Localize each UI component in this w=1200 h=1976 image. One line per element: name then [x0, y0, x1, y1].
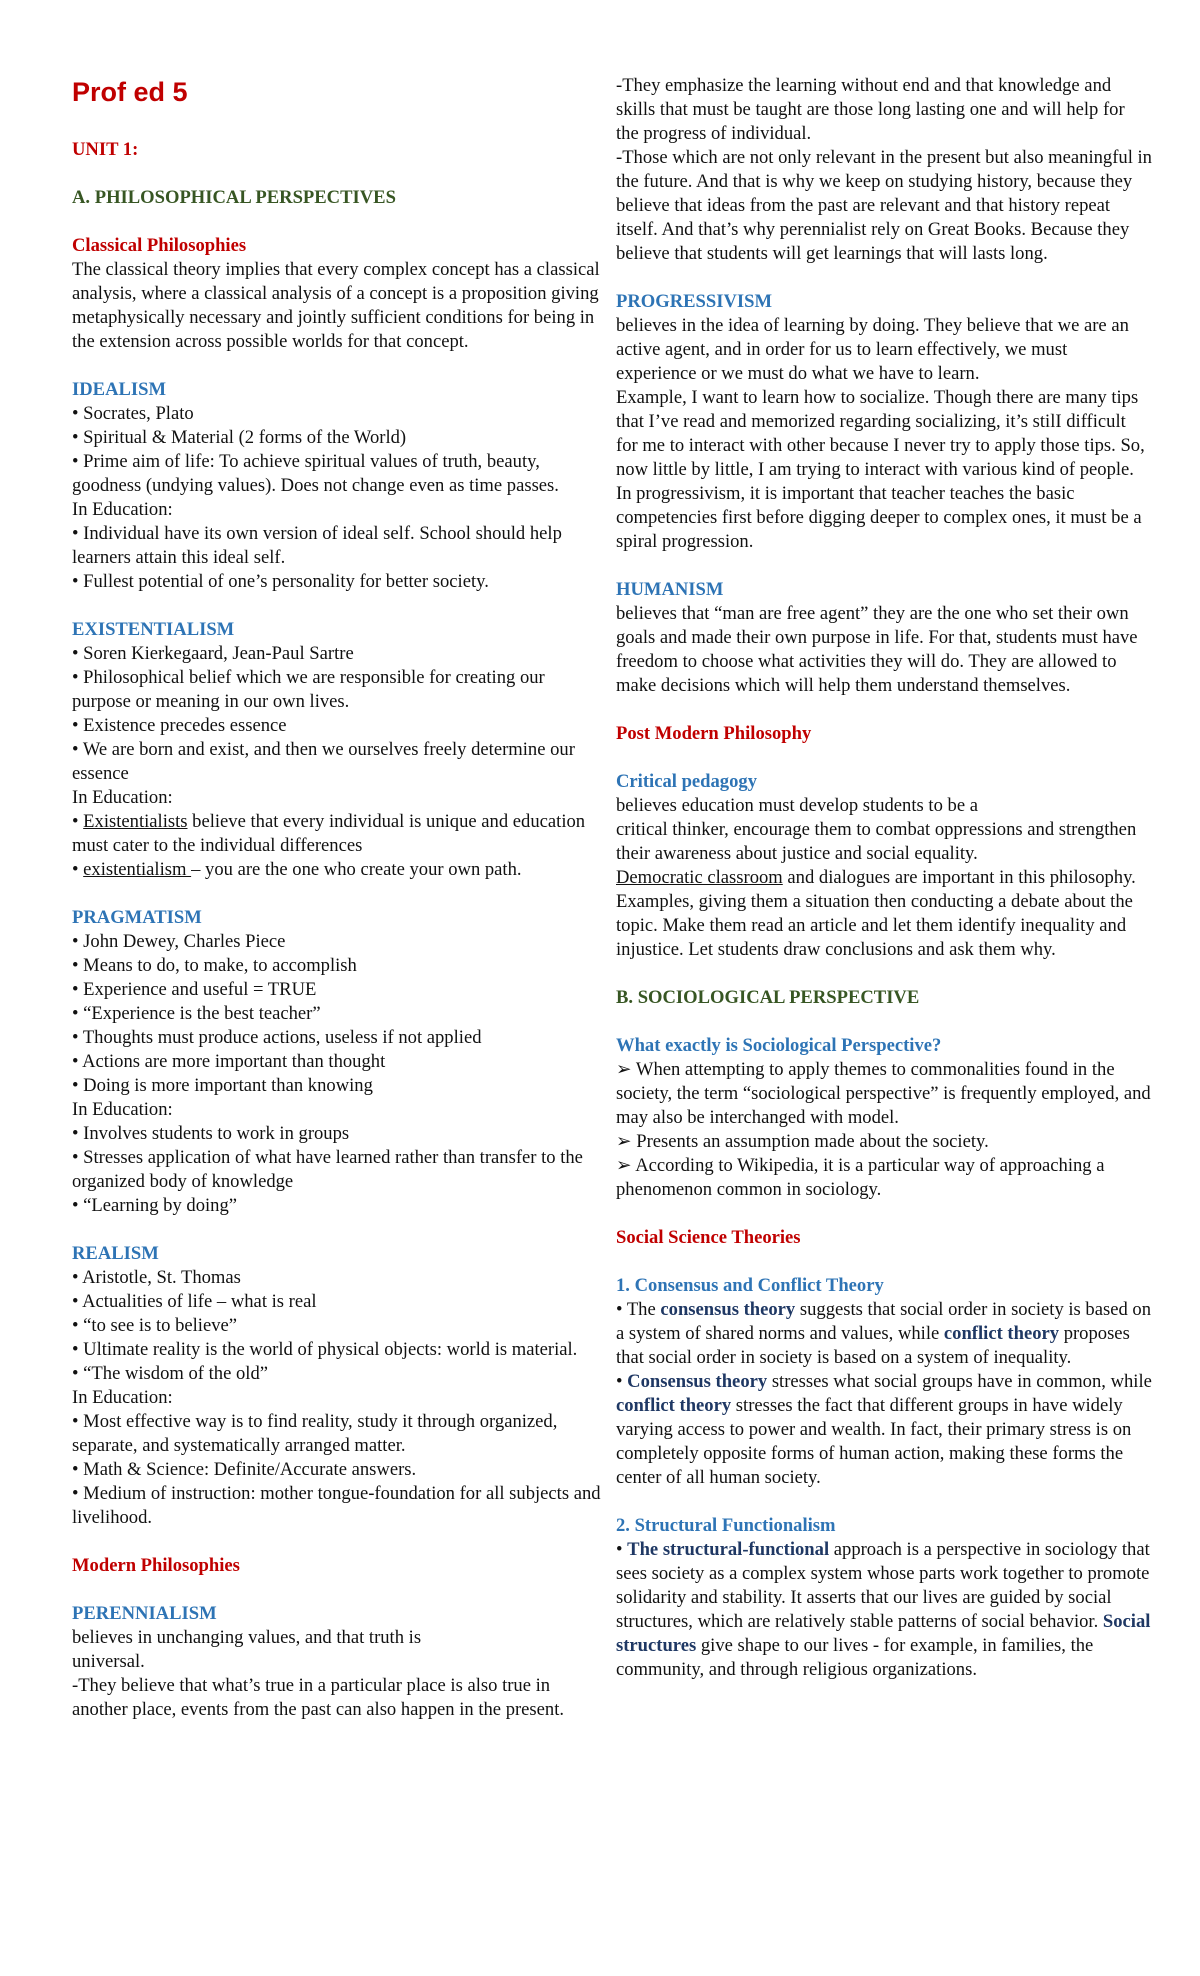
list-item: • Spiritual & Material (2 forms of the World) [72, 427, 407, 448]
list-item: In Education: [72, 787, 173, 808]
item-text: • [616, 1371, 628, 1392]
classical-text: The classical theory implies that every complex concept has a classical analysis, where a classical analysis of a concept is a proposition giving metaphysically necessary and jointly sufficient conditions for being in the extension across possible worlds for that concept. [72, 259, 600, 352]
classical-heading: Classical Philosophies [72, 235, 247, 256]
list-item: • We are born and exist, and then we ourselves freely determine our essence [72, 739, 575, 784]
bullet: • [72, 859, 84, 880]
bullet: • [72, 811, 84, 832]
social-science-heading: Social Science Theories [616, 1227, 801, 1248]
underlined-term: existentialism [83, 859, 192, 880]
bold-term: The structural-functional [627, 1539, 830, 1560]
right-column [616, 74, 1152, 1682]
list-item [616, 1298, 1152, 1370]
humanism-text: believes that “man are free agent” they are the one who set their own goals and made their own purpose in life. For that, students must have freedom to choose what activities they will do. They are allowed to make decisions which will help them understand themselves. [616, 603, 1138, 696]
list-item: • Stresses application of what have learned rather than transfer to the organized body of knowledge [72, 1147, 583, 1192]
list-item: • Prime aim of life: To achieve spiritual values of truth, beauty, goodness (undying values). Does not change even as time passes. [72, 451, 559, 496]
list-item: • Philosophical belief which we are responsible for creating our purpose or meaning in our own lives. [72, 667, 545, 712]
list-item: • Soren Kierkegaard, Jean-Paul Sartre [72, 643, 354, 664]
unit-heading: UNIT 1: [72, 139, 139, 160]
item-text: – you are the one who create your own path. [191, 859, 522, 880]
realism-heading: REALISM [72, 1243, 159, 1264]
modern-heading: Modern Philosophies [72, 1555, 240, 1576]
what-heading: What exactly is Sociological Perspective? [616, 1035, 942, 1056]
perennialism-cont: -They emphasize the learning without end and that knowledge and skills that must be taught are those long lasting one and will help for the progress of individual. [616, 75, 1125, 144]
item-text: critical thinker, encourage them to combat oppressions and strengthen their awareness about justice and social equality. [616, 819, 1137, 864]
list-item: • Means to do, to make, to accomplish [72, 955, 357, 976]
list-item: In Education: [72, 1099, 173, 1120]
existentialism-list [72, 642, 608, 882]
list-item: • Thoughts must produce actions, useless if not applied [72, 1027, 482, 1048]
list-item: • Fullest potential of one’s personality for better society. [72, 571, 489, 592]
list-item: separate, and systematically arranged matter. [72, 1435, 406, 1456]
bold-term: conflict theory [943, 1323, 1060, 1344]
progressivism-text: believes in the idea of learning by doing. They believe that we are an active agent, and in order for us to learn effectively, we must experience or we must do what we have to learn. [616, 315, 1129, 384]
consensus-heading: 1. Consensus and Conflict Theory [616, 1275, 884, 1296]
bold-term: Social structures [616, 1611, 1151, 1656]
list-item: ➢ Presents an assumption made about the society. [616, 1131, 989, 1152]
bold-term: consensus theory [660, 1299, 796, 1320]
list-item: • “Learning by doing” [72, 1195, 238, 1216]
critical-text [616, 818, 1152, 962]
idealism-list [72, 402, 608, 594]
existentialism-heading: EXISTENTIALISM [72, 619, 235, 640]
critical-heading: Critical pedagogy [616, 771, 757, 792]
item-text: and dialogues are important in this philosophy. Examples, giving them a situation then conducting a debate about the topic. Make them read an article and let them identify inequality and injustice. Let students draw conclusions and ask them why. [616, 867, 1136, 960]
idealism-heading: IDEALISM [72, 379, 167, 400]
perennialism-line: believes in unchanging values, and that truth is [72, 1627, 422, 1648]
list-item [616, 1370, 1152, 1490]
left-column [72, 64, 608, 1722]
item-text: • [616, 1539, 628, 1560]
list-item: • Most effective way is to find reality, study it through organized, [72, 1411, 558, 1432]
list-item: • Math & Science: Definite/Accurate answers. [72, 1459, 417, 1480]
list-item: • John Dewey, Charles Piece [72, 931, 286, 952]
list-item: ➢ According to Wikipedia, it is a particular way of approaching a phenomenon common in sociology. [616, 1155, 1105, 1200]
list-item: • Existence precedes essence [72, 715, 287, 736]
item-text: proposes that social order in society is based on a system of inequality. [616, 1323, 1130, 1368]
perennialism-line: -They believe that what’s true in a particular place is also true in another place, events from the past can also happen in the present. [72, 1675, 565, 1720]
perennialism-line: universal. [72, 1651, 145, 1672]
list-item: ➢ When attempting to apply themes to commonalities found in the society, the term “sociological perspective” is frequently employed, and may also be interchanged with model. [616, 1059, 1151, 1128]
item-text: stresses the fact that different groups in have widely varying access to power and wealth. In fact, their primary stress is on completely opposite forms of human action, making these forms the center of all human society. [616, 1395, 1132, 1488]
perennialism-heading: PERENNIALISM [72, 1603, 217, 1624]
item-text: suggests that social order in society is based on a system of shared norms and values, while [616, 1299, 1152, 1344]
list-item [72, 858, 608, 882]
pragmatism-list [72, 930, 608, 1218]
list-item: • “The wisdom of the old” [72, 1363, 269, 1384]
item-text: stresses what social groups have in common, while [767, 1371, 1152, 1392]
progressivism-heading: PROGRESSIVISM [616, 291, 773, 312]
document-title: Prof ed 5 [72, 77, 188, 107]
list-item [616, 1538, 1152, 1682]
list-item: • Aristotle, St. Thomas [72, 1267, 241, 1288]
list-item: • “Experience is the best teacher” [72, 1003, 321, 1024]
structural-heading: 2. Structural Functionalism [616, 1515, 836, 1536]
item-text: approach is a perspective in sociology that sees society as a complex system whose parts work together to promote solidarity and stability. It asserts that our lives are guided by social structures, which are relatively stable patterns of social behavior. [616, 1539, 1150, 1632]
humanism-heading: HUMANISM [616, 579, 724, 600]
section-b-heading: B. SOCIOLOGICAL PERSPECTIVE [616, 987, 920, 1008]
progressivism-text: Example, I want to learn how to socialize. Though there are many tips that I’ve read and memorized regarding socializing, it’s stilI difficult for me to interact with other because I never try to apply those tips. So, now little by little, I am trying to interact with various kind of people. [616, 387, 1145, 480]
list-item: • Socrates, Plato [72, 403, 194, 424]
list-item [72, 810, 608, 858]
list-item: In Education: [72, 1387, 173, 1408]
underlined-term: Existentialists [83, 811, 188, 832]
realism-list [72, 1266, 608, 1530]
pragmatism-heading: PRAGMATISM [72, 907, 202, 928]
section-a-heading: A. PHILOSOPHICAL PERSPECTIVES [72, 187, 396, 208]
critical-text: believes education must develop students to be a [616, 795, 978, 816]
list-item: • Actualities of life – what is real [72, 1291, 317, 1312]
underlined-term: Democratic classroom [616, 867, 783, 888]
list-item: In Education: [72, 499, 173, 520]
perennialism-cont: -Those which are not only relevant in the present but also meaningful in the future. And that is why we keep on studying history, because they believe that ideas from the past are relevant and that history repeat itself. And that’s why perennialist rely on Great Books. Because they believe that students will get learnings that will lasts long. [616, 147, 1152, 264]
list-item: • Ultimate reality is the world of physical objects: world is material. [72, 1339, 578, 1360]
progressivism-text: In progressivism, it is important that teacher teaches the basic competencies first before digging deeper to complex ones, it must be a spiral progression. [616, 483, 1142, 552]
bold-term: Consensus theory [627, 1371, 768, 1392]
list-item: • Involves students to work in groups [72, 1123, 350, 1144]
list-item: • Medium of instruction: mother tongue-foundation for all subjects and livelihood. [72, 1483, 601, 1528]
postmodern-heading: Post Modern Philosophy [616, 723, 812, 744]
list-item: • Individual have its own version of ideal self. School should help learners attain this ideal self. [72, 523, 562, 568]
item-text: • The [616, 1299, 661, 1320]
list-item: • “to see is to believe” [72, 1315, 238, 1336]
bold-term: conflict theory [616, 1395, 732, 1416]
item-text: give shape to our lives - for example, in families, the community, and through religious organizations. [616, 1635, 1094, 1680]
list-item: • Actions are more important than thought [72, 1051, 386, 1072]
list-item: • Experience and useful = TRUE [72, 979, 317, 1000]
list-item: • Doing is more important than knowing [72, 1075, 373, 1096]
item-text: believe that every individual is unique and education must cater to the individual differences [72, 811, 586, 856]
